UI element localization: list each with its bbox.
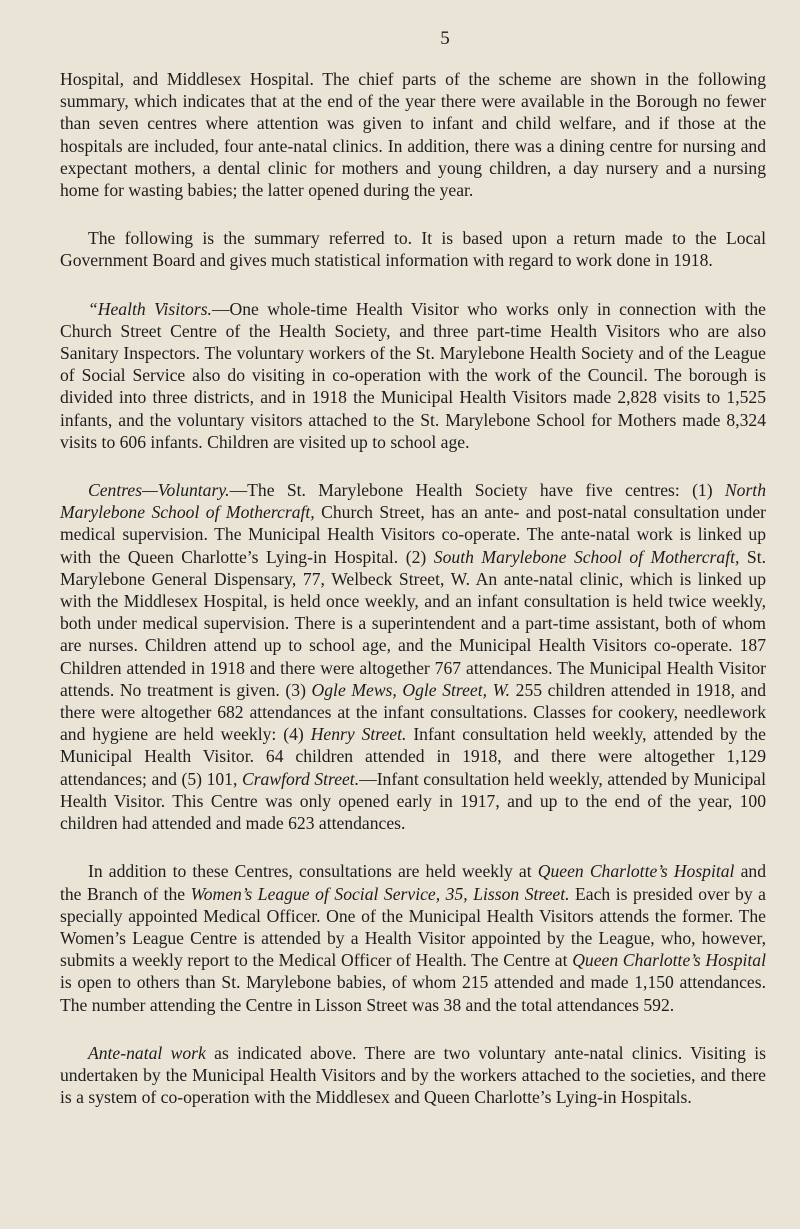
paragraph-scheme-summary: Hospital, and Middlesex Hospital. The chief parts of the scheme are shown in the following summary, which indicates that at the end of the year there were available in the Borough no fewer than seven centres where attention was given to infant and child welfare, and if those at the hospitals are included, four ante-natal clinics. In addition, there was a dining centre for nursing and expectant mothers, a dental clinic for mothers and young children, a day nursery and a nursing home for wasting babies; the latter opened during the year.	[60, 69, 766, 201]
ogle-mews: Ogle Mews, Ogle Street, W.	[311, 679, 511, 700]
paragraph-consultations	[60, 860, 766, 1015]
north-marylebone-school: North Marylebone School of Mothercraft,	[60, 480, 766, 523]
consultations-text-2: and the Branch of the	[60, 861, 766, 904]
queen-charlottes-hospital: Queen Charlotte’s Hospital	[537, 861, 735, 882]
consultations-text-3: Each is presided over by a specially appointed Medical Officer. One of the Municipal Health Visitors attends the former. The Women’s League Centre is attended by a Health Visitor appointed by the League, who, however, submits a weekly report to the Medical Officer of Health. The Centre at	[60, 883, 766, 971]
centres-text-2: Church Street, has an ante- and post-natal consultation under medical supervision. The Municipal Health Visitors co-operate. The ante-natal work is linked up with the Queen Charlotte’s Lying-in Hospital. (2)	[60, 502, 766, 567]
queen-charlottes-hospital-2: Queen Charlotte’s Hospital	[572, 950, 766, 971]
henry-street: Henry Street.	[310, 724, 407, 745]
crawford-street: Crawford Street.	[241, 768, 360, 789]
centres-text-1: —The St. Marylebone Health Society have five centres: (1)	[229, 480, 725, 501]
consultations-text-1: In addition to these Centres, consultations are held weekly at	[88, 861, 538, 882]
womens-league-lisson-street: Women’s League of Social Service, 35, Lisson Street.	[190, 883, 570, 904]
health-visitors-heading: “Health Visitors.	[88, 298, 212, 319]
ante-natal-heading: Ante-natal work	[88, 1042, 206, 1063]
health-visitors-text: —One whole-time Health Visitor who works only in connection with the Church Street Centre of the Health Society, and three part-time Health Visitors who are also Sanitary Inspectors. The voluntary workers of the St. Marylebone Health Society and of the League of Social Service also do visiting in co-operation with the work of the Council. The borough is divided into three districts, and in 1918 the Municipal Health Visitors made 2,828 visits to 1,525 infants, and the voluntary visitors attached to the St. Marylebone School for Mothers made 8,324 visits to 606 infants. Children are visited up to school age.	[60, 298, 766, 452]
ante-natal-text: as indicated above. There are two voluntary ante-natal clinics. Visiting is undertaken by the Municipal Health Visitors and by the workers attached to the societies, and there is a system of co-operation with the Middlesex and Queen Charlotte’s Lying-in Hospitals.	[60, 1042, 766, 1108]
consultations-text-4: is open to others than St. Marylebone babies, of whom 215 attended and made 1,150 attendances. The number attending the Centre in Lisson Street was 38 and the total attendances 592.	[60, 972, 766, 1015]
south-marylebone-school: South Marylebone School of Mothercraft,	[433, 546, 740, 567]
centres-text-5: Infant consultation held weekly, attended by the Municipal Health Visitor. 64 children attended in 1918, and there were altogether 1,129 attendances; and (5) 101,	[60, 724, 766, 789]
voluntary-centres-heading: Centres—Voluntary.	[88, 480, 230, 501]
centres-text-3: St. Marylebone General Dispensary, 77, Welbeck Street, W. An ante-natal clinic, which is linked up with the Middlesex Hospital, is held once weekly, and an infant consultation is held twice weekly, both under medical supervision. There is a superintendent and a part-time assistant, both of whom are nurses. Children attend up to school age, and the Municipal Health Visitors co-operate. 187 Children attended in 1918 and there were altogether 767 attendances. The Municipal Health Visitor attends. No treatment is given. (3)	[60, 546, 766, 700]
paragraph-health-visitors	[60, 298, 766, 453]
paragraph-return-summary: The following is the summary referred to. It is based upon a return made to the Local Government Board and gives much statistical information with regard to work done in 1918.	[60, 228, 766, 271]
paragraph-ante-natal-work	[60, 1042, 766, 1109]
page-number: 5	[440, 28, 450, 49]
paragraph-voluntary-centres	[60, 479, 766, 834]
centres-text-6: —Infant consultation held weekly, attended by Municipal Health Visitor. This Centre was only opened early in 1917, and up to the end of the year, 100 children had attended and made 623 attendances.	[60, 768, 766, 834]
centres-text-4: 255 children attended in 1918, and there were altogether 682 attendances at the infant consultations. Classes for cookery, needlework and hygiene are held weekly: (4)	[60, 679, 766, 745]
